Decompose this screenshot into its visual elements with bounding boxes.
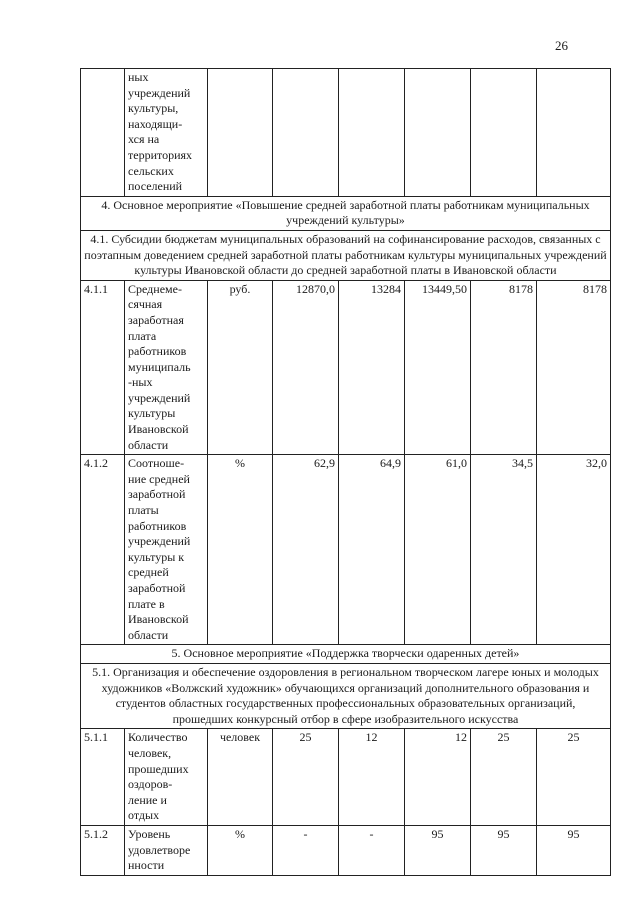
section-title: 5. Основное мероприятие «Поддержка творчески одаренных детей» xyxy=(81,645,611,664)
value-cell: 61,0 xyxy=(405,455,471,645)
value-cell: 95 xyxy=(405,825,471,875)
subsection-title: 4.1. Субсидии бюджетам муниципальных образований на софинансирование расходов, связанных с поэтапным доведением средней заработной платы работникам культуры муниципальных учреждений культуры Ивановской области до средней заработной платы в Ивановской области xyxy=(81,230,611,280)
indicator-cell: ных учреждений культуры, находящи- хся на территориях сельских поселений xyxy=(125,69,208,197)
table-row xyxy=(81,280,611,455)
value-cell: 95 xyxy=(537,825,611,875)
section-row xyxy=(81,196,611,230)
indicator-cell: Уровень удовлетворе нности xyxy=(125,825,208,875)
unit-cell xyxy=(208,69,273,197)
value-cell: 8178 xyxy=(471,280,537,455)
section-title: 4. Основное мероприятие «Повышение средней заработной платы работникам муниципальных учреждений культуры» xyxy=(81,196,611,230)
value-cell: 12870,0 xyxy=(273,280,339,455)
subsection-title: 5.1. Организация и обеспечение оздоровления в региональном творческом лагере юных и молодых художников «Волжский художник» обучающихся организаций дополнительного образования и студентов областных государственных профессиональных образовательных организаций, прошедших конкурсный отбор в сфере изобразительного искусства xyxy=(81,663,611,728)
value-cell: 62,9 xyxy=(273,455,339,645)
value-cell xyxy=(405,69,471,197)
value-cell: 13284 xyxy=(339,280,405,455)
value-cell: 25 xyxy=(273,729,339,826)
table-row xyxy=(81,69,611,197)
value-cell: 13449,50 xyxy=(405,280,471,455)
value-cell: - xyxy=(273,825,339,875)
value-cell: 8178 xyxy=(537,280,611,455)
code-cell: 5.1.2 xyxy=(81,825,125,875)
value-cell: 25 xyxy=(537,729,611,826)
unit-cell: % xyxy=(208,825,273,875)
indicator-cell: Среднеме- сячная заработная плата работников муниципаль -ных учреждений культуры Ивановской области xyxy=(125,280,208,455)
value-cell: 34,5 xyxy=(471,455,537,645)
subsection-row xyxy=(81,663,611,728)
value-cell xyxy=(273,69,339,197)
table-row xyxy=(81,729,611,826)
indicator-cell: Количество человек, прошедших оздоров- ление и отдых xyxy=(125,729,208,826)
unit-cell: % xyxy=(208,455,273,645)
unit-cell: человек xyxy=(208,729,273,826)
code-cell: 4.1.2 xyxy=(81,455,125,645)
value-cell: 12 xyxy=(405,729,471,826)
code-cell: 4.1.1 xyxy=(81,280,125,455)
value-cell: 12 xyxy=(339,729,405,826)
value-cell xyxy=(339,69,405,197)
value-cell: 64,9 xyxy=(339,455,405,645)
subsection-row xyxy=(81,230,611,280)
table-row xyxy=(81,455,611,645)
code-cell xyxy=(81,69,125,197)
value-cell: 32,0 xyxy=(537,455,611,645)
page-number: 26 xyxy=(555,38,568,53)
value-cell xyxy=(537,69,611,197)
value-cell: 95 xyxy=(471,825,537,875)
table-row xyxy=(81,825,611,875)
value-cell: 25 xyxy=(471,729,537,826)
unit-cell: руб. xyxy=(208,280,273,455)
value-cell: - xyxy=(339,825,405,875)
code-cell: 5.1.1 xyxy=(81,729,125,826)
section-row xyxy=(81,645,611,664)
value-cell xyxy=(471,69,537,197)
indicator-cell: Соотноше- ние средней заработной платы работников учреждений культуры к средней заработной плате в Ивановской области xyxy=(125,455,208,645)
indicators-table xyxy=(80,68,611,876)
